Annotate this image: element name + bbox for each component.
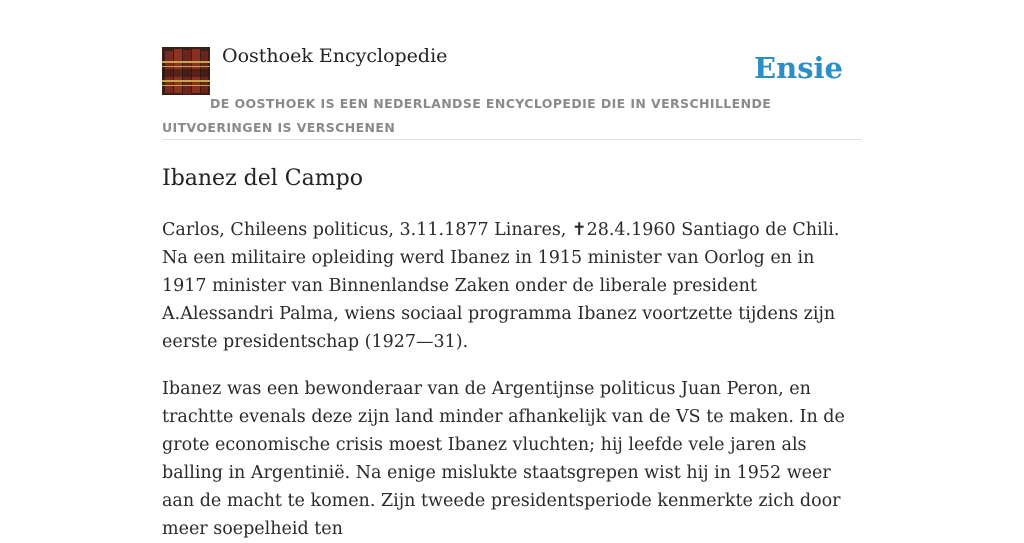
site-header xyxy=(162,0,862,140)
brand-logo-link[interactable]: Ensie xyxy=(754,51,843,85)
site-name-link[interactable]: Oosthoek Encyclopedie xyxy=(222,45,448,67)
page xyxy=(162,0,862,543)
article-title: Ibanez del Campo xyxy=(162,166,363,191)
article-paragraph: Ibanez was een bewonderaar van de Argentijnse politicus Juan Peron, en trachtte evenals deze zijn land minder afhankelijk van de VS te maken. In de grote economische crisis moest Ibanez vluchten; hij leefde vele jaren als balling in Argentinië. Na enige mislukte staatsgrepen wist hij in 1952 weer aan de macht te komen. Zijn tweede presidentsperiode kenmerkte zich door meer soepelheid ten xyxy=(162,379,845,539)
site-tagline: DE OOSTHOEK IS EEN NEDERLANDSE ENCYCLOPEDIE DIE IN VERSCHILLENDE UITVOERINGEN IS VERSCHENEN xyxy=(162,96,772,135)
article xyxy=(162,164,862,543)
article-paragraph: Carlos, Chileens politicus, 3.11.1877 Linares, ✝28.4.1960 Santiago de Chili. Na een militaire opleiding werd Ibanez in 1915 minister van Oorlog en in 1917 minister van Binnenlandse Zaken onder de liberale president A.Alessandri Palma, wiens sociaal programma Ibanez voortzette tijdens zijn eerste presidentschap (1927—31). xyxy=(162,220,840,352)
book-spines-icon[interactable] xyxy=(162,47,210,95)
